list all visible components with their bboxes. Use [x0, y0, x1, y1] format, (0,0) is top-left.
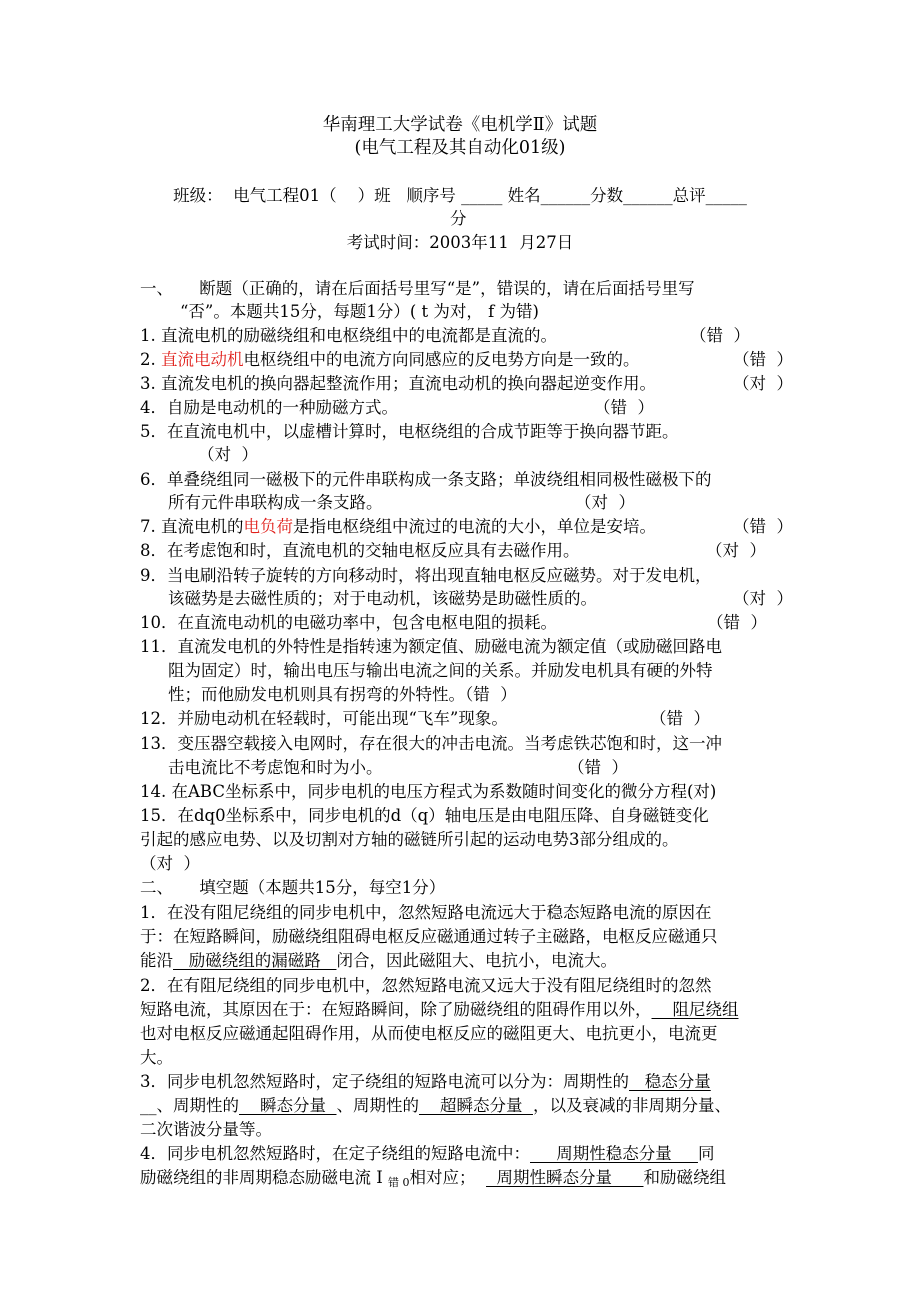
question-6: 6．单叠绕组同一磁极下的元件串联构成一条支路；单波绕组相同极性磁极下的 — [140, 470, 712, 489]
question-2: 2. 直流电动机电枢绕组中的电流方向同感应的反电势方向是一致的。 — [140, 350, 640, 369]
question-9-cont: 该磁势是去磁性质的；对于电动机，该磁势是助磁性质的。 — [168, 589, 597, 608]
fill-blank-answer: 周期性瞬态分量 — [486, 1168, 644, 1187]
question-11-cont: 阻为固定）时，输出电压与输出电流之间的关系。并励发电机具有硬的外特 — [168, 661, 713, 680]
fill-blank-answer: 稳态分量 — [629, 1072, 711, 1091]
answer-9: （对 ） — [733, 589, 793, 608]
answer-12: （错 ） — [650, 709, 710, 728]
highlight-term: 直流电动机 — [161, 350, 244, 369]
answer-3: （对 ） — [733, 374, 793, 393]
highlight-term: 电负荷 — [243, 517, 293, 536]
section2-heading: 二、 填空题（本题共15分，每空1分） — [140, 878, 446, 897]
fill-1-line-a: 1．在没有阻尼绕组的同步电机中，忽然短路电流远大于稳态短路电流的原因在 — [140, 903, 712, 922]
question-5: 5．在直流电机中，以虚槽计算时，电枢绕组的合成节距等于换向器节距。 — [140, 422, 679, 441]
fill-blank-answer: 励磁绕组的漏磁路 — [173, 951, 337, 970]
question-13: 13．变压器空载接入电网时，存在很大的冲击电流。当考虑铁芯饱和时，这一冲 — [140, 734, 722, 753]
section1-heading: 一、 断题（正确的，请在后面括号里写“是”，错误的，请在后面括号里写 — [140, 279, 695, 298]
fill-blank-answer: 阻尼绕组 — [651, 1000, 739, 1019]
answer-5: （对 ） — [198, 445, 258, 464]
question-3: 3. 直流发电机的换向器起整流作用；直流电动机的换向器起逆变作用。 — [140, 374, 656, 393]
answer-2: （错 ） — [733, 350, 793, 369]
answer-8: （对 ） — [706, 541, 766, 560]
fill-4-line-a: 4．同步电机忽然短路时，在定子绕组的短路电流中： 周期性稳态分量 同 — [140, 1144, 715, 1163]
answer-7: （错 ） — [733, 517, 793, 536]
fill-2-line-d: 大。 — [140, 1048, 173, 1067]
answer-15: （对 ） — [140, 854, 200, 873]
question-9: 9．当电刷沿转子旋转的方向移动时，将出现直轴电枢反应磁势。对于发电机， — [140, 566, 712, 585]
question-1: 1. 直流电机的励磁绕组和电枢绕组中的电流都是直流的。 — [140, 326, 557, 345]
student-info-tail: 分 — [450, 209, 467, 228]
fill-4-line-b: 励磁绕组的非周期稳态励磁电流 I $_{错 0}$相对应； 周期性瞬态分量 和励磁绕组 — [140, 1168, 726, 1189]
question-12: 12．并励电动机在轻载时，可能出现“飞车”现象。 — [140, 709, 508, 728]
question-4: 4．自励是电动机的一种励磁方式。 — [140, 398, 398, 417]
fill-3-line-b: __、周期性的 瞬态分量 、周期性的 超瞬态分量 ，以及衰减的非周期分量、 — [140, 1096, 731, 1115]
exam-time: 考试时间：2003年11 月27日 — [346, 233, 574, 252]
fill-blank-answer: 瞬态分量 — [239, 1096, 337, 1115]
question-15: 15．在dq0坐标系中，同步电机的d（q）轴电压是由电阻压降、自身磁链变化 — [140, 806, 709, 825]
fill-1-line-c: 能沿 励磁绕组的漏磁路 闭合，因此磁阻大、电抗小，电流大。 — [140, 951, 617, 970]
page-title: 华南理工大学试卷《电机学Ⅱ》试题 — [322, 115, 598, 135]
answer-4: （错 ） — [594, 398, 654, 417]
student-info-line: 班级： 电气工程01（ ）班 顺序号 _____ 姓名______分数______总评_____ — [173, 186, 747, 205]
question-10: 10．在直流电动机的电磁功率中，包含电枢电阻的损耗。 — [140, 613, 557, 632]
answer-6: （对 ） — [575, 493, 635, 512]
question-8: 8．在考虑饱和时，直流电机的交轴电枢反应具有去磁作用。 — [140, 541, 580, 560]
question-11-cont2: 性；而他励发电机则具有拐弯的外特性。（错 ） — [168, 685, 517, 704]
fill-2-line-c: 也对电枢反应磁通起阻碍作用，从而使电枢反应的磁阻更大、电抗更小，电流更 — [140, 1024, 718, 1043]
fill-3-line-a: 3．同步电机忽然短路时，定子绕组的短路电流可以分为：周期性的 稳态分量 — [140, 1072, 711, 1091]
question-7: 7. 直流电机的电负荷是指电枢绕组中流过的电流的大小，单位是安培。 — [140, 517, 656, 536]
question-6-cont: 所有元件串联构成一条支路。 — [168, 493, 383, 512]
question-11: 11．直流发电机的外特性是指转速为额定值、励磁电流为额定值（或励磁回路电 — [140, 637, 722, 656]
page-subtitle: (电气工程及其自动化01级) — [354, 138, 566, 158]
fill-blank-answer: 周期性稳态分量 — [530, 1144, 698, 1163]
question-14: 14. 在ABC坐标系中，同步电机的电压方程式为系数随时间变化的微分方程(对) — [140, 782, 717, 801]
section1-heading-cont: “否”。本题共15分，每题1分）( t 为对， f 为错) — [180, 302, 539, 321]
answer-10: （错 ） — [707, 613, 767, 632]
answer-13: （错 ） — [568, 758, 628, 777]
fill-1-line-b: 于：在短路瞬间，励磁绕组阻碍电枢反应磁通通过转子主磁路，电枢反应磁通只 — [140, 927, 718, 946]
fill-2-line-a: 2．在有阻尼绕组的同步电机中，忽然短路电流又远大于没有阻尼绕组时的忽然 — [140, 976, 712, 995]
question-13-cont: 击电流比不考虑饱和时为小。 — [168, 758, 383, 777]
question-15-cont: 引起的感应电势、以及切割对方轴的磁链所引起的运动电势3部分组成的。 — [140, 830, 679, 849]
fill-blank-answer: 超瞬态分量 — [418, 1096, 533, 1115]
answer-1: （错 ） — [690, 326, 750, 345]
fill-3-line-c: 二次谐波分量等。 — [140, 1120, 272, 1139]
fill-2-line-b: 短路电流，其原因在于：在短路瞬间，除了励磁绕组的阻碍作用以外， 阻尼绕组 — [140, 1000, 739, 1019]
